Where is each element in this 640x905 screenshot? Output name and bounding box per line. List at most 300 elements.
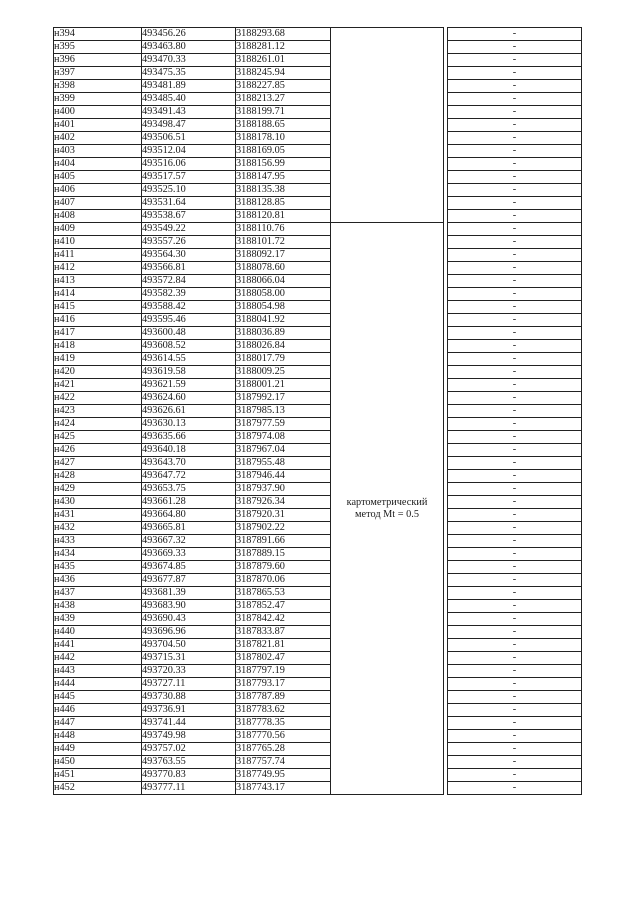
x-coordinate-cell: 493653.75	[142, 483, 236, 496]
x-coordinate-cell: 493669.33	[142, 548, 236, 561]
note-cell: -	[448, 574, 582, 587]
y-coordinate-cell: 3188110.76	[236, 223, 331, 236]
x-coordinate-cell: 493475.35	[142, 67, 236, 80]
note-cell: -	[448, 93, 582, 106]
note-cell: -	[448, 236, 582, 249]
note-cell: -	[448, 678, 582, 691]
y-coordinate-cell: 3188199.71	[236, 106, 331, 119]
x-coordinate-cell: 493525.10	[142, 184, 236, 197]
method-cell	[331, 223, 444, 795]
x-coordinate-cell: 493647.72	[142, 470, 236, 483]
x-coordinate-cell: 493677.87	[142, 574, 236, 587]
y-coordinate-cell: 3187902.22	[236, 522, 331, 535]
note-cell: -	[448, 210, 582, 223]
x-coordinate-cell: 493749.98	[142, 730, 236, 743]
note-cell: -	[448, 80, 582, 93]
y-coordinate-cell: 3187937.90	[236, 483, 331, 496]
x-coordinate-cell: 493683.90	[142, 600, 236, 613]
x-coordinate-cell: 493491.43	[142, 106, 236, 119]
y-coordinate-cell: 3188135.38	[236, 184, 331, 197]
note-cell: -	[448, 639, 582, 652]
note-cell: -	[448, 392, 582, 405]
x-coordinate-cell: 493715.31	[142, 652, 236, 665]
y-coordinate-cell: 3188054.98	[236, 301, 331, 314]
note-cell: -	[448, 782, 582, 795]
y-coordinate-cell: 3187765.28	[236, 743, 331, 756]
x-coordinate-cell: 493635.66	[142, 431, 236, 444]
note-cell: -	[448, 379, 582, 392]
y-coordinate-cell: 3187891.66	[236, 535, 331, 548]
point-id-cell: н438	[54, 600, 142, 613]
table-row	[54, 561, 582, 574]
x-coordinate-cell: 493624.60	[142, 392, 236, 405]
point-id-cell: н436	[54, 574, 142, 587]
x-coordinate-cell: 493481.89	[142, 80, 236, 93]
point-id-cell: н444	[54, 678, 142, 691]
point-id-cell: н429	[54, 483, 142, 496]
x-coordinate-cell: 493667.32	[142, 535, 236, 548]
x-coordinate-cell: 493557.26	[142, 236, 236, 249]
y-coordinate-cell: 3187770.56	[236, 730, 331, 743]
point-id-cell: н447	[54, 717, 142, 730]
point-id-cell: н419	[54, 353, 142, 366]
y-coordinate-cell: 3188036.89	[236, 327, 331, 340]
y-coordinate-cell: 3187955.48	[236, 457, 331, 470]
y-coordinate-cell: 3188169.05	[236, 145, 331, 158]
x-coordinate-cell: 493763.55	[142, 756, 236, 769]
method-line-1: картометрический	[346, 496, 428, 508]
y-coordinate-cell: 3188120.81	[236, 210, 331, 223]
note-cell: -	[448, 288, 582, 301]
note-cell: -	[448, 353, 582, 366]
table-row	[54, 54, 582, 67]
y-coordinate-cell: 3188009.25	[236, 366, 331, 379]
point-id-cell: н418	[54, 340, 142, 353]
note-cell: -	[448, 626, 582, 639]
x-coordinate-cell: 493582.39	[142, 288, 236, 301]
table-row	[54, 483, 582, 496]
point-id-cell: н450	[54, 756, 142, 769]
y-coordinate-cell: 3187842.42	[236, 613, 331, 626]
table-row	[54, 106, 582, 119]
point-id-cell: н396	[54, 54, 142, 67]
table-row	[54, 405, 582, 418]
table-row	[54, 249, 582, 262]
y-coordinate-cell: 3188245.94	[236, 67, 331, 80]
point-id-cell: н414	[54, 288, 142, 301]
note-cell: -	[448, 509, 582, 522]
note-cell: -	[448, 67, 582, 80]
table-row	[54, 301, 582, 314]
table-row	[54, 158, 582, 171]
point-id-cell: н415	[54, 301, 142, 314]
note-cell: -	[448, 600, 582, 613]
note-cell: -	[448, 171, 582, 184]
point-id-cell: н446	[54, 704, 142, 717]
table-row	[54, 587, 582, 600]
y-coordinate-cell: 3187946.44	[236, 470, 331, 483]
y-coordinate-cell: 3187889.15	[236, 548, 331, 561]
x-coordinate-cell: 493549.22	[142, 223, 236, 236]
point-id-cell: н440	[54, 626, 142, 639]
coordinates-table-body	[54, 28, 582, 795]
y-coordinate-cell: 3188041.92	[236, 314, 331, 327]
method-cell-blank	[331, 28, 444, 223]
table-row	[54, 275, 582, 288]
x-coordinate-cell: 493498.47	[142, 119, 236, 132]
table-row	[54, 444, 582, 457]
table-row	[54, 353, 582, 366]
point-id-cell: н395	[54, 41, 142, 54]
note-cell: -	[448, 405, 582, 418]
y-coordinate-cell: 3187985.13	[236, 405, 331, 418]
y-coordinate-cell: 3187852.47	[236, 600, 331, 613]
note-cell: -	[448, 730, 582, 743]
note-cell: -	[448, 548, 582, 561]
point-id-cell: н401	[54, 119, 142, 132]
note-cell: -	[448, 470, 582, 483]
point-id-cell: н405	[54, 171, 142, 184]
table-row	[54, 171, 582, 184]
note-cell: -	[448, 327, 582, 340]
table-row	[54, 600, 582, 613]
x-coordinate-cell: 493595.46	[142, 314, 236, 327]
table-row	[54, 132, 582, 145]
x-coordinate-cell: 493681.39	[142, 587, 236, 600]
table-row	[54, 210, 582, 223]
table-row	[54, 782, 582, 795]
table-row	[54, 41, 582, 54]
note-cell: -	[448, 665, 582, 678]
point-id-cell: н430	[54, 496, 142, 509]
note-cell: -	[448, 652, 582, 665]
table-row	[54, 431, 582, 444]
point-id-cell: н445	[54, 691, 142, 704]
table-row	[54, 548, 582, 561]
y-coordinate-cell: 3188147.95	[236, 171, 331, 184]
point-id-cell: н439	[54, 613, 142, 626]
note-cell: -	[448, 28, 582, 41]
x-coordinate-cell: 493588.42	[142, 301, 236, 314]
x-coordinate-cell: 493470.33	[142, 54, 236, 67]
note-cell: -	[448, 769, 582, 782]
note-cell: -	[448, 457, 582, 470]
y-coordinate-cell: 3188026.84	[236, 340, 331, 353]
y-coordinate-cell: 3187797.19	[236, 665, 331, 678]
table-row	[54, 730, 582, 743]
y-coordinate-cell: 3188001.21	[236, 379, 331, 392]
x-coordinate-cell: 493643.70	[142, 457, 236, 470]
x-coordinate-cell: 493600.48	[142, 327, 236, 340]
table-row	[54, 652, 582, 665]
x-coordinate-cell: 493614.55	[142, 353, 236, 366]
table-row	[54, 379, 582, 392]
y-coordinate-cell: 3188101.72	[236, 236, 331, 249]
x-coordinate-cell: 493736.91	[142, 704, 236, 717]
y-coordinate-cell: 3188178.10	[236, 132, 331, 145]
point-id-cell: н409	[54, 223, 142, 236]
point-id-cell: н416	[54, 314, 142, 327]
point-id-cell: н400	[54, 106, 142, 119]
note-cell: -	[448, 41, 582, 54]
table-row	[54, 704, 582, 717]
table-row	[54, 67, 582, 80]
point-id-cell: н432	[54, 522, 142, 535]
point-id-cell: н404	[54, 158, 142, 171]
x-coordinate-cell: 493538.67	[142, 210, 236, 223]
note-cell: -	[448, 197, 582, 210]
point-id-cell: н441	[54, 639, 142, 652]
y-coordinate-cell: 3187870.06	[236, 574, 331, 587]
x-coordinate-cell: 493720.33	[142, 665, 236, 678]
point-id-cell: н448	[54, 730, 142, 743]
table-row	[54, 509, 582, 522]
x-coordinate-cell: 493463.80	[142, 41, 236, 54]
note-cell: -	[448, 704, 582, 717]
table-row	[54, 392, 582, 405]
x-coordinate-cell: 493630.13	[142, 418, 236, 431]
point-id-cell: н443	[54, 665, 142, 678]
y-coordinate-cell: 3187865.53	[236, 587, 331, 600]
note-cell: -	[448, 431, 582, 444]
y-coordinate-cell: 3188281.12	[236, 41, 331, 54]
point-id-cell: н434	[54, 548, 142, 561]
table-row	[54, 223, 582, 236]
table-row	[54, 626, 582, 639]
point-id-cell: н433	[54, 535, 142, 548]
note-cell: -	[448, 496, 582, 509]
x-coordinate-cell: 493626.61	[142, 405, 236, 418]
point-id-cell: н424	[54, 418, 142, 431]
x-coordinate-cell: 493485.40	[142, 93, 236, 106]
y-coordinate-cell: 3187778.35	[236, 717, 331, 730]
note-cell: -	[448, 587, 582, 600]
x-coordinate-cell: 493730.88	[142, 691, 236, 704]
table-row	[54, 522, 582, 535]
y-coordinate-cell: 3188156.99	[236, 158, 331, 171]
x-coordinate-cell: 493727.11	[142, 678, 236, 691]
point-id-cell: н427	[54, 457, 142, 470]
x-coordinate-cell: 493704.50	[142, 639, 236, 652]
y-coordinate-cell: 3188092.17	[236, 249, 331, 262]
point-id-cell: н398	[54, 80, 142, 93]
table-row	[54, 691, 582, 704]
table-row	[54, 717, 582, 730]
table-row	[54, 327, 582, 340]
x-coordinate-cell: 493640.18	[142, 444, 236, 457]
note-cell: -	[448, 743, 582, 756]
y-coordinate-cell: 3187992.17	[236, 392, 331, 405]
table-row	[54, 743, 582, 756]
y-coordinate-cell: 3187926.34	[236, 496, 331, 509]
note-cell: -	[448, 301, 582, 314]
coordinates-table	[53, 27, 582, 795]
x-coordinate-cell: 493517.57	[142, 171, 236, 184]
x-coordinate-cell: 493608.52	[142, 340, 236, 353]
table-row	[54, 119, 582, 132]
note-cell: -	[448, 275, 582, 288]
table-row	[54, 80, 582, 93]
x-coordinate-cell: 493564.30	[142, 249, 236, 262]
table-row	[54, 496, 582, 509]
x-coordinate-cell: 493664.80	[142, 509, 236, 522]
point-id-cell: н428	[54, 470, 142, 483]
point-id-cell: н426	[54, 444, 142, 457]
note-cell: -	[448, 106, 582, 119]
table-row	[54, 340, 582, 353]
y-coordinate-cell: 3188188.65	[236, 119, 331, 132]
table-row	[54, 366, 582, 379]
y-coordinate-cell: 3187821.81	[236, 639, 331, 652]
y-coordinate-cell: 3188293.68	[236, 28, 331, 41]
point-id-cell: н410	[54, 236, 142, 249]
point-id-cell: н403	[54, 145, 142, 158]
x-coordinate-cell: 493566.81	[142, 262, 236, 275]
note-cell: -	[448, 561, 582, 574]
point-id-cell: н394	[54, 28, 142, 41]
note-cell: -	[448, 223, 582, 236]
table-row	[54, 665, 582, 678]
x-coordinate-cell: 493690.43	[142, 613, 236, 626]
point-id-cell: н399	[54, 93, 142, 106]
table-row	[54, 769, 582, 782]
note-cell: -	[448, 444, 582, 457]
y-coordinate-cell: 3187977.59	[236, 418, 331, 431]
table-row	[54, 28, 582, 41]
point-id-cell: н451	[54, 769, 142, 782]
point-id-cell: н420	[54, 366, 142, 379]
method-line-2: метод Mt = 0.5	[355, 508, 419, 520]
x-coordinate-cell: 493777.11	[142, 782, 236, 795]
x-coordinate-cell: 493661.28	[142, 496, 236, 509]
note-cell: -	[448, 249, 582, 262]
note-cell: -	[448, 119, 582, 132]
table-row	[54, 613, 582, 626]
y-coordinate-cell: 3187783.62	[236, 704, 331, 717]
table-row	[54, 457, 582, 470]
note-cell: -	[448, 483, 582, 496]
point-id-cell: н437	[54, 587, 142, 600]
note-cell: -	[448, 132, 582, 145]
table-row	[54, 145, 582, 158]
y-coordinate-cell: 3187974.08	[236, 431, 331, 444]
x-coordinate-cell: 493619.58	[142, 366, 236, 379]
y-coordinate-cell: 3187920.31	[236, 509, 331, 522]
point-id-cell: н423	[54, 405, 142, 418]
point-id-cell: н421	[54, 379, 142, 392]
table-row	[54, 236, 582, 249]
x-coordinate-cell: 493674.85	[142, 561, 236, 574]
y-coordinate-cell: 3187833.87	[236, 626, 331, 639]
x-coordinate-cell: 493696.96	[142, 626, 236, 639]
table-row	[54, 314, 582, 327]
y-coordinate-cell: 3187743.17	[236, 782, 331, 795]
note-cell: -	[448, 314, 582, 327]
y-coordinate-cell: 3188128.85	[236, 197, 331, 210]
note-cell: -	[448, 158, 582, 171]
point-id-cell: н402	[54, 132, 142, 145]
x-coordinate-cell: 493665.81	[142, 522, 236, 535]
y-coordinate-cell: 3188078.60	[236, 262, 331, 275]
point-id-cell: н407	[54, 197, 142, 210]
y-coordinate-cell: 3187787.89	[236, 691, 331, 704]
x-coordinate-cell: 493572.84	[142, 275, 236, 288]
point-id-cell: н422	[54, 392, 142, 405]
x-coordinate-cell: 493456.26	[142, 28, 236, 41]
table-row	[54, 639, 582, 652]
table-row	[54, 574, 582, 587]
y-coordinate-cell: 3187967.04	[236, 444, 331, 457]
y-coordinate-cell: 3187749.95	[236, 769, 331, 782]
point-id-cell: н431	[54, 509, 142, 522]
note-cell: -	[448, 691, 582, 704]
note-cell: -	[448, 522, 582, 535]
table-row	[54, 197, 582, 210]
x-coordinate-cell: 493770.83	[142, 769, 236, 782]
y-coordinate-cell: 3188058.00	[236, 288, 331, 301]
point-id-cell: н397	[54, 67, 142, 80]
x-coordinate-cell: 493621.59	[142, 379, 236, 392]
point-id-cell: н425	[54, 431, 142, 444]
point-id-cell: н417	[54, 327, 142, 340]
point-id-cell: н408	[54, 210, 142, 223]
y-coordinate-cell: 3187802.47	[236, 652, 331, 665]
x-coordinate-cell: 493741.44	[142, 717, 236, 730]
y-coordinate-cell: 3188066.04	[236, 275, 331, 288]
note-cell: -	[448, 756, 582, 769]
point-id-cell: н411	[54, 249, 142, 262]
note-cell: -	[448, 145, 582, 158]
x-coordinate-cell: 493506.51	[142, 132, 236, 145]
note-cell: -	[448, 535, 582, 548]
table-row	[54, 288, 582, 301]
table-row	[54, 756, 582, 769]
note-cell: -	[448, 717, 582, 730]
point-id-cell: н442	[54, 652, 142, 665]
y-coordinate-cell: 3187757.74	[236, 756, 331, 769]
point-id-cell: н452	[54, 782, 142, 795]
note-cell: -	[448, 184, 582, 197]
point-id-cell: н412	[54, 262, 142, 275]
note-cell: -	[448, 613, 582, 626]
note-cell: -	[448, 262, 582, 275]
y-coordinate-cell: 3188017.79	[236, 353, 331, 366]
point-id-cell: н435	[54, 561, 142, 574]
x-coordinate-cell: 493516.06	[142, 158, 236, 171]
table-row	[54, 93, 582, 106]
x-coordinate-cell: 493757.02	[142, 743, 236, 756]
y-coordinate-cell: 3188227.85	[236, 80, 331, 93]
note-cell: -	[448, 340, 582, 353]
note-cell: -	[448, 366, 582, 379]
y-coordinate-cell: 3188213.27	[236, 93, 331, 106]
table-row	[54, 184, 582, 197]
y-coordinate-cell: 3187793.17	[236, 678, 331, 691]
point-id-cell: н413	[54, 275, 142, 288]
note-cell: -	[448, 418, 582, 431]
note-cell: -	[448, 54, 582, 67]
table-row	[54, 678, 582, 691]
x-coordinate-cell: 493512.04	[142, 145, 236, 158]
point-id-cell: н406	[54, 184, 142, 197]
table-row	[54, 262, 582, 275]
point-id-cell: н449	[54, 743, 142, 756]
y-coordinate-cell: 3187879.60	[236, 561, 331, 574]
x-coordinate-cell: 493531.64	[142, 197, 236, 210]
y-coordinate-cell: 3188261.01	[236, 54, 331, 67]
table-row	[54, 470, 582, 483]
table-row	[54, 418, 582, 431]
